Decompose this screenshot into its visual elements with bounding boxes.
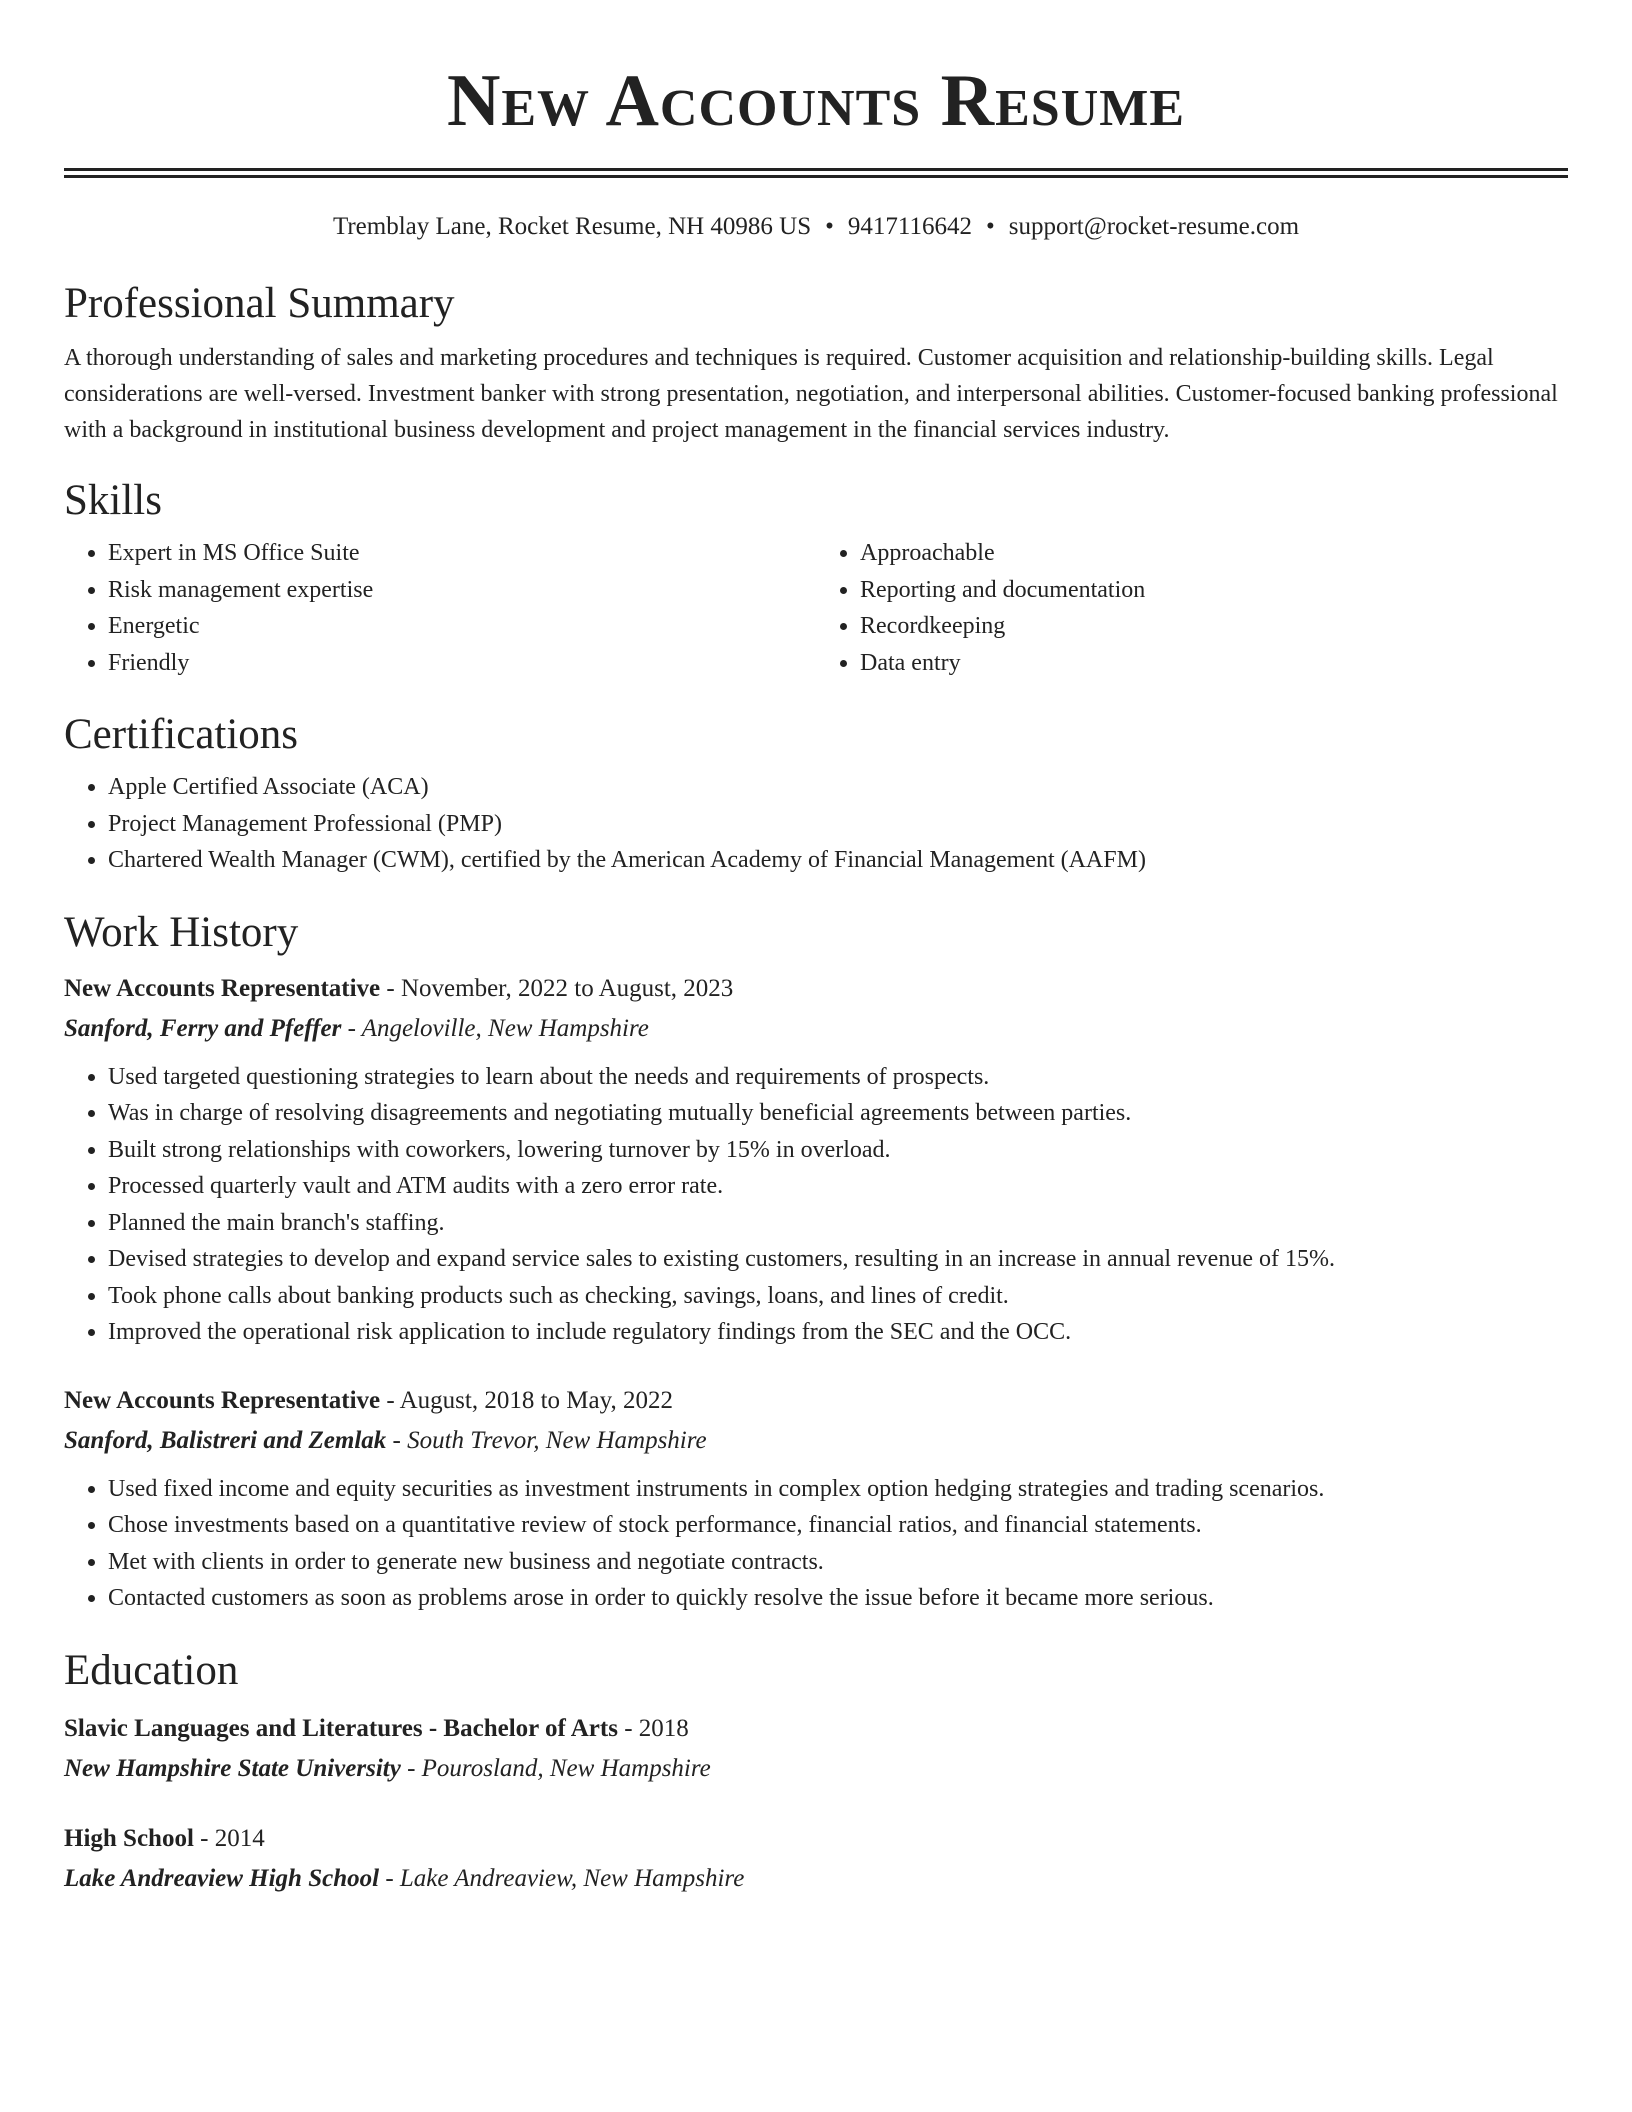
job-title: New Accounts Representative: [64, 974, 381, 1002]
job-bullet: • Used fixed income and equity securities as investment instruments in complex option hedging strategies and trading scenarios.: [108, 1471, 1568, 1508]
skill-item: • Risk management expertise: [108, 572, 816, 609]
job-company-line: [64, 1009, 1568, 1049]
contact-email: support@rocket-resume.com: [1008, 213, 1300, 240]
education-location: - Pourosland, New Hampshire: [400, 1754, 711, 1782]
job-dates: - November, 2022 to August, 2023: [380, 974, 734, 1002]
summary-text: A thorough understanding of sales and marketing procedures and techniques is required. Customer acquisition and relationship-building skills. Legal considerations are well-versed. Investment banker with strong presentation, negotiation, and interpersonal abilities. Customer-focused banking professional with a background in institutional business development and project management in the financial services industry.: [64, 345, 1558, 443]
resume-title: New Accounts Resume: [446, 60, 1186, 142]
job-bullets: [64, 1471, 1568, 1617]
skill-item: • Data entry: [860, 645, 1568, 682]
job-bullet: • Devised strategies to develop and expand service sales to existing customers, resulting in an increase in annual revenue of 15%.: [108, 1241, 1568, 1278]
contact-phone: 9417116642: [847, 213, 972, 240]
skill-item: • Expert in MS Office Suite: [108, 535, 816, 572]
certification-item: • Project Management Professional (PMP): [108, 806, 1568, 843]
skills-list-right: [816, 535, 1568, 681]
job-title-line: [64, 1381, 1568, 1421]
section-heading-summary: Professional Summary: [64, 280, 455, 327]
education-school-line: [64, 1749, 1568, 1789]
job-title-line: [64, 969, 1568, 1009]
skills-list-left: [64, 535, 816, 681]
job-bullet: • Met with clients in order to generate new business and negotiate contracts.: [108, 1544, 1568, 1581]
education-year: - 2014: [193, 1824, 265, 1852]
skill-item: • Reporting and documentation: [860, 572, 1568, 609]
certification-item: • Chartered Wealth Manager (CWM), certified by the American Academy of Financial Management (AAFM): [108, 842, 1568, 879]
education-degree: High School: [64, 1824, 194, 1852]
job-company-line: [64, 1421, 1568, 1461]
contact-line: [64, 211, 1568, 243]
job-bullets: [64, 1059, 1568, 1351]
education-school-line: [64, 1859, 1568, 1899]
skill-item: • Approachable: [860, 535, 1568, 572]
section-heading-skills: Skills: [64, 477, 162, 524]
section-heading-work-history: Work History: [64, 908, 299, 956]
job-company: Sanford, Ferry and Pfeffer: [64, 1014, 342, 1042]
skill-item: • Friendly: [108, 645, 816, 682]
job-dates: - August, 2018 to May, 2022: [380, 1386, 673, 1414]
section-heading-certifications: Certifications: [64, 711, 299, 758]
job-bullet: • Contacted customers as soon as problems arose in order to quickly resolve the issue before it became more serious.: [108, 1580, 1568, 1617]
education-year: - 2018: [617, 1714, 689, 1742]
job-title: New Accounts Representative: [64, 1386, 381, 1414]
title-double-rule: [64, 168, 1568, 178]
job-bullet: • Took phone calls about banking products such as checking, savings, loans, and lines of credit.: [108, 1278, 1568, 1315]
certification-item: • Apple Certified Associate (ACA): [108, 769, 1568, 806]
skills-grid: [64, 535, 1568, 681]
job-bullet: • Planned the main branch's staffing.: [108, 1205, 1568, 1242]
education-location: - Lake Andreaview, New Hampshire: [379, 1864, 745, 1892]
education-degree: Slavic Languages and Literatures - Bachelor of Arts: [64, 1714, 618, 1742]
contact-separator: •: [825, 213, 834, 240]
education-entry: [64, 1709, 1568, 1789]
education-entry: [64, 1819, 1568, 1899]
section-heading-education: Education: [64, 1646, 239, 1694]
job-entry: [64, 969, 1568, 1351]
contact-separator: •: [985, 213, 995, 240]
job-location: - Angeloville, New Hampshire: [341, 1014, 649, 1042]
skill-item: • Energetic: [108, 608, 816, 645]
job-entry: [64, 1381, 1568, 1617]
contact-address: Tremblay Lane, Rocket Resume, NH 40986 US: [332, 213, 812, 240]
job-company: Sanford, Balistreri and Zemlak: [64, 1426, 387, 1454]
job-bullet: • Was in charge of resolving disagreements and negotiating mutually beneficial agreements between parties.: [108, 1095, 1568, 1132]
skill-item: • Recordkeeping: [860, 608, 1568, 645]
job-bullet: • Built strong relationships with coworkers, lowering turnover by 15% in overload.: [108, 1132, 1568, 1169]
education-school: Lake Andreaview High School: [64, 1864, 380, 1892]
job-bullet: • Processed quarterly vault and ATM audits with a zero error rate.: [108, 1168, 1568, 1205]
education-school: New Hampshire State University: [64, 1754, 401, 1782]
job-location: - South Trevor, New Hampshire: [386, 1426, 707, 1454]
education-degree-line: [64, 1819, 1568, 1859]
job-bullet: • Improved the operational risk application to include regulatory findings from the SEC and the OCC.: [108, 1314, 1568, 1351]
certifications-list: [64, 769, 1568, 879]
job-bullet: • Chose investments based on a quantitative review of stock performance, financial ratios, and financial statements.: [108, 1507, 1568, 1544]
job-bullet: • Used targeted questioning strategies to learn about the needs and requirements of prospects.: [108, 1059, 1568, 1096]
education-degree-line: [64, 1709, 1568, 1749]
